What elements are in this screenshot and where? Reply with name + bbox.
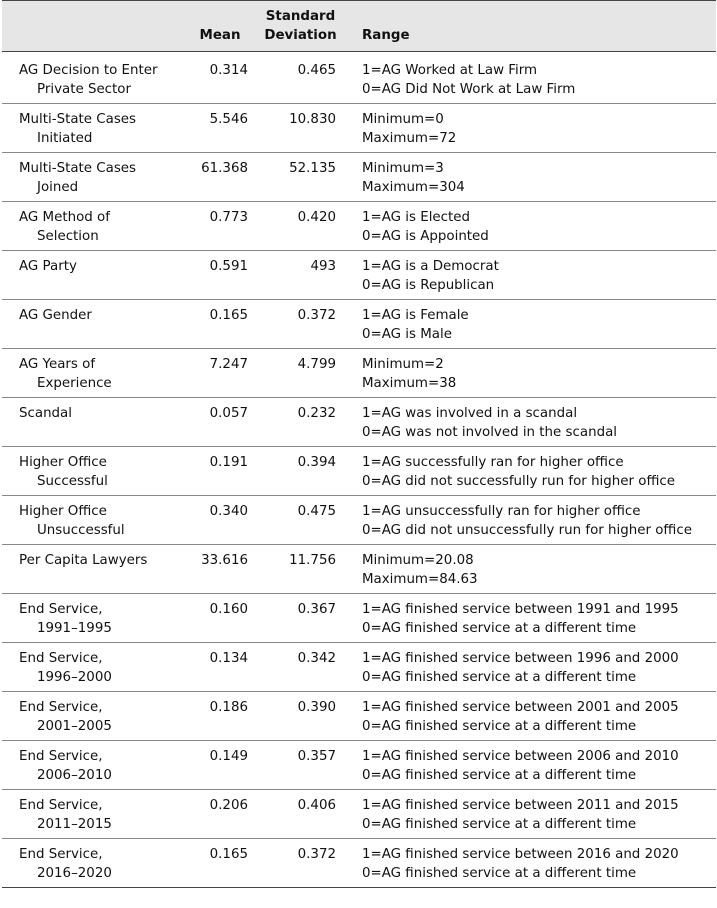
- header-variable: [2, 1, 189, 52]
- range-line1: Minimum=0: [362, 112, 444, 127]
- variable-name-line2: 2001–2005: [37, 719, 112, 734]
- variable-name: [2, 741, 189, 790]
- range-line2: 0=AG did not unsuccessfully run for higher office: [362, 523, 692, 538]
- range-line1: 1=AG finished service between 2006 and 2010: [362, 749, 679, 764]
- table-header: [2, 1, 716, 52]
- variable-name-line1: Multi-State Cases: [19, 161, 137, 176]
- standard-deviation-value: 0.465: [259, 52, 356, 104]
- table-row: [2, 594, 716, 643]
- standard-deviation-value: 0.475: [259, 496, 356, 545]
- range-line1: 1=AG Worked at Law Firm: [362, 63, 538, 78]
- table-row: [2, 52, 716, 104]
- table-row: [2, 545, 716, 594]
- variable-name: [2, 52, 189, 104]
- range-line2: 0=AG finished service at a different time: [362, 719, 637, 734]
- variable-name-line1: Multi-State Cases: [19, 112, 137, 127]
- variable-name: [2, 545, 189, 594]
- range-value: [356, 398, 716, 447]
- range-value: [356, 545, 716, 594]
- mean-value: 0.165: [189, 300, 259, 349]
- standard-deviation-value: 52.135: [259, 153, 356, 202]
- variable-name: [2, 594, 189, 643]
- variable-name-line1: AG Party: [19, 259, 77, 274]
- range-line1: 1=AG successfully ran for higher office: [362, 455, 624, 470]
- variable-name-line1: End Service,: [19, 749, 103, 764]
- variable-name-line2: Selection: [37, 229, 99, 244]
- range-line2: Maximum=38: [362, 376, 457, 391]
- mean-value: 0.314: [189, 52, 259, 104]
- table-row: [2, 496, 716, 545]
- variable-name-line2: Private Sector: [37, 82, 131, 97]
- variable-name-line1: End Service,: [19, 700, 103, 715]
- variable-name: [2, 447, 189, 496]
- mean-value: 0.206: [189, 790, 259, 839]
- range-line2: 0=AG is Republican: [362, 278, 495, 293]
- variable-name: [2, 643, 189, 692]
- range-value: [356, 349, 716, 398]
- variable-name: [2, 496, 189, 545]
- range-line2: 0=AG did not successfully run for higher office: [362, 474, 675, 489]
- mean-value: 0.591: [189, 251, 259, 300]
- standard-deviation-value: 0.390: [259, 692, 356, 741]
- table-row: [2, 251, 716, 300]
- range-value: [356, 153, 716, 202]
- table-row: [2, 447, 716, 496]
- mean-value: 33.616: [189, 545, 259, 594]
- range-value: [356, 251, 716, 300]
- standard-deviation-value: 0.420: [259, 202, 356, 251]
- mean-value: 0.160: [189, 594, 259, 643]
- range-line1: 1=AG was involved in a scandal: [362, 406, 578, 421]
- range-line1: 1=AG finished service between 1996 and 2000: [362, 651, 679, 666]
- range-value: [356, 741, 716, 790]
- variable-name-line2: 2016–2020: [37, 866, 112, 881]
- variable-name-line1: End Service,: [19, 847, 103, 862]
- mean-value: 0.149: [189, 741, 259, 790]
- variable-name-line1: Scandal: [19, 406, 72, 421]
- standard-deviation-value: 0.394: [259, 447, 356, 496]
- range-line1: 1=AG is Female: [362, 308, 469, 323]
- table-row: [2, 839, 716, 888]
- mean-value: 61.368: [189, 153, 259, 202]
- standard-deviation-value: 493: [259, 251, 356, 300]
- variable-name: [2, 251, 189, 300]
- variable-name: [2, 692, 189, 741]
- table-row: [2, 153, 716, 202]
- range-value: [356, 447, 716, 496]
- range-line1: 1=AG unsuccessfully ran for higher office: [362, 504, 641, 519]
- standard-deviation-value: 0.372: [259, 839, 356, 888]
- range-line1: 1=AG finished service between 1991 and 1995: [362, 602, 679, 617]
- range-value: [356, 594, 716, 643]
- mean-value: 0.165: [189, 839, 259, 888]
- mean-value: 7.247: [189, 349, 259, 398]
- range-line2: 0=AG Did Not Work at Law Firm: [362, 82, 576, 97]
- variable-name-line1: AG Years of: [19, 357, 96, 372]
- variable-name: [2, 153, 189, 202]
- variable-name: [2, 202, 189, 251]
- range-line2: 0=AG was not involved in the scandal: [362, 425, 617, 440]
- variable-name-line2: Successful: [37, 474, 108, 489]
- table-row: [2, 104, 716, 153]
- mean-value: 0.186: [189, 692, 259, 741]
- variable-name: [2, 300, 189, 349]
- variable-name: [2, 104, 189, 153]
- standard-deviation-value: 0.357: [259, 741, 356, 790]
- mean-value: 0.773: [189, 202, 259, 251]
- variable-name-line1: AG Method of: [19, 210, 110, 225]
- mean-value: 0.191: [189, 447, 259, 496]
- header-sd-line1: Standard: [265, 9, 336, 24]
- header-standard-deviation: [259, 1, 356, 52]
- header-range: Range: [356, 1, 716, 52]
- table-row: [2, 643, 716, 692]
- descriptive-statistics-table: [2, 0, 716, 888]
- header-sd-line2: Deviation: [264, 28, 337, 43]
- variable-name-line1: Per Capita Lawyers: [19, 553, 148, 568]
- standard-deviation-value: 0.372: [259, 300, 356, 349]
- table-row: [2, 790, 716, 839]
- table-row: [2, 349, 716, 398]
- variable-name: [2, 398, 189, 447]
- table-row: [2, 692, 716, 741]
- variable-name-line2: 1991–1995: [37, 621, 112, 636]
- variable-name-line1: End Service,: [19, 602, 103, 617]
- standard-deviation-value: 11.756: [259, 545, 356, 594]
- header-mean: Mean: [189, 1, 259, 52]
- table-body: [2, 52, 716, 888]
- range-line1: 1=AG finished service between 2016 and 2020: [362, 847, 679, 862]
- variable-name: [2, 839, 189, 888]
- range-line2: Maximum=84.63: [362, 572, 478, 587]
- range-line2: 0=AG finished service at a different time: [362, 866, 637, 881]
- range-line2: 0=AG finished service at a different time: [362, 621, 637, 636]
- range-line2: 0=AG is Male: [362, 327, 452, 342]
- variable-name-line1: Higher Office: [19, 455, 107, 470]
- mean-value: 0.134: [189, 643, 259, 692]
- standard-deviation-value: 10.830: [259, 104, 356, 153]
- range-value: [356, 52, 716, 104]
- table-row: [2, 202, 716, 251]
- range-line1: 1=AG finished service between 2011 and 2015: [362, 798, 679, 813]
- range-value: [356, 643, 716, 692]
- variable-name-line1: End Service,: [19, 798, 103, 813]
- variable-name-line2: 2011–2015: [37, 817, 112, 832]
- range-value: [356, 300, 716, 349]
- table-row: [2, 741, 716, 790]
- standard-deviation-value: 4.799: [259, 349, 356, 398]
- range-value: [356, 790, 716, 839]
- range-line2: 0=AG finished service at a different time: [362, 670, 637, 685]
- variable-name-line2: Joined: [37, 180, 79, 195]
- variable-name-line1: End Service,: [19, 651, 103, 666]
- variable-name-line1: AG Gender: [19, 308, 92, 323]
- mean-value: 0.057: [189, 398, 259, 447]
- range-line2: 0=AG finished service at a different time: [362, 817, 637, 832]
- range-value: [356, 202, 716, 251]
- variable-name-line2: 1996–2000: [37, 670, 112, 685]
- variable-name-line2: Unsuccessful: [37, 523, 125, 538]
- range-value: [356, 692, 716, 741]
- variable-name: [2, 349, 189, 398]
- variable-name-line2: Experience: [37, 376, 112, 391]
- range-line2: Maximum=72: [362, 131, 457, 146]
- mean-value: 0.340: [189, 496, 259, 545]
- range-line2: Maximum=304: [362, 180, 465, 195]
- range-line1: Minimum=3: [362, 161, 444, 176]
- variable-name-line1: AG Decision to Enter: [19, 63, 158, 78]
- range-line2: 0=AG finished service at a different time: [362, 768, 637, 783]
- range-value: [356, 839, 716, 888]
- table-row: [2, 398, 716, 447]
- standard-deviation-value: 0.342: [259, 643, 356, 692]
- range-value: [356, 496, 716, 545]
- range-line1: 1=AG is a Democrat: [362, 259, 499, 274]
- range-value: [356, 104, 716, 153]
- range-line1: Minimum=20.08: [362, 553, 474, 568]
- variable-name-line2: 2006–2010: [37, 768, 112, 783]
- range-line1: 1=AG finished service between 2001 and 2005: [362, 700, 679, 715]
- standard-deviation-value: 0.406: [259, 790, 356, 839]
- range-line1: 1=AG is Elected: [362, 210, 471, 225]
- variable-name-line2: Initiated: [37, 131, 93, 146]
- range-line2: 0=AG is Appointed: [362, 229, 489, 244]
- table-row: [2, 300, 716, 349]
- header-row: [2, 1, 716, 52]
- mean-value: 5.546: [189, 104, 259, 153]
- variable-name-line1: Higher Office: [19, 504, 107, 519]
- standard-deviation-value: 0.367: [259, 594, 356, 643]
- standard-deviation-value: 0.232: [259, 398, 356, 447]
- variable-name: [2, 790, 189, 839]
- range-line1: Minimum=2: [362, 357, 444, 372]
